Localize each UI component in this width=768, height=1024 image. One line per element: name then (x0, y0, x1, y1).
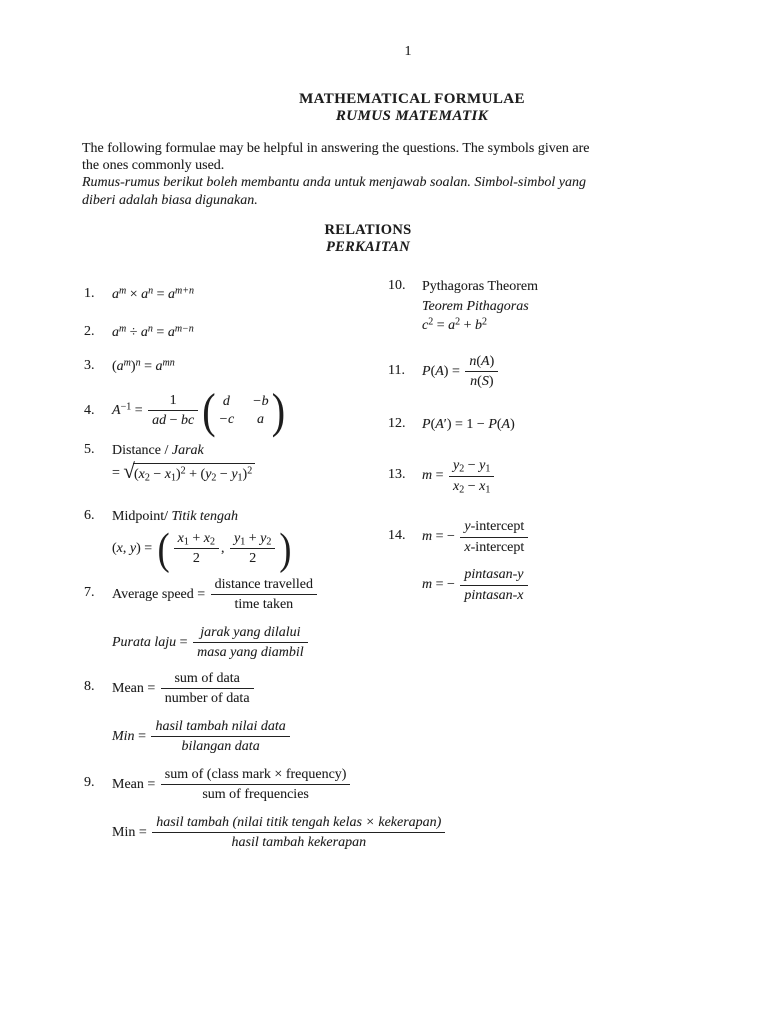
section-title-malay: PERKAITAN (325, 238, 411, 255)
item-number: 13. (388, 467, 406, 482)
math-fraction (230, 530, 275, 568)
section-title-english: RELATIONS (324, 222, 412, 238)
item-number: 3. (84, 358, 95, 373)
math-fraction (460, 518, 528, 556)
item-number: 2. (84, 323, 95, 339)
math-variable: a (168, 287, 176, 302)
math-fraction (460, 566, 527, 604)
fraction-denominator (161, 785, 351, 804)
formula-body (422, 457, 748, 495)
formula-line (112, 624, 704, 662)
math-text: = (176, 634, 192, 650)
math-variable: a (448, 318, 456, 333)
math-variable: y (205, 467, 212, 482)
math-text: × (126, 287, 142, 302)
math-text: ÷ (126, 324, 141, 340)
math-superscript: 2 (247, 465, 253, 477)
math-variable: hasil tambah (nilai titik tengah kelas × kekerapan) (156, 814, 442, 830)
math-text: ) (242, 467, 248, 482)
matrix-grid (217, 393, 271, 429)
math-variable: x (138, 467, 145, 482)
formula-body (112, 670, 704, 756)
fraction-numerator (174, 530, 219, 550)
fraction-denominator (152, 833, 445, 852)
intro-paragraph (82, 140, 662, 209)
math-text: Average speed = (112, 586, 209, 602)
math-text: = (134, 728, 150, 744)
math-text: = (140, 359, 156, 374)
math-subscript: 1 (485, 463, 491, 475)
fraction-denominator (174, 549, 219, 568)
math-variable: y (129, 540, 137, 556)
formula-item-9 (84, 766, 704, 852)
math-variable: x (164, 467, 171, 482)
math-superscript: m−n (174, 323, 194, 334)
fraction-numerator (230, 530, 275, 550)
page-number: 1 (404, 44, 412, 59)
math-superscript: m (119, 323, 127, 334)
math-text: = (152, 324, 168, 340)
intro-line-malay-2: diberi adalah biasa digunakan. (82, 192, 258, 208)
math-variable: hasil tambah kekerapan (231, 835, 367, 850)
math-variable: a (167, 324, 175, 340)
formula-item-8 (84, 670, 704, 756)
math-square-root (123, 459, 255, 484)
math-text: Distance / (112, 442, 172, 458)
math-variable: n (470, 374, 478, 389)
math-text: Mean = (112, 776, 159, 792)
math-text: ) = (443, 363, 464, 379)
math-fraction (211, 576, 317, 614)
formula-body (422, 353, 748, 391)
math-text: ( (133, 467, 139, 482)
math-text: ) = (136, 540, 156, 556)
formula-line (112, 670, 704, 708)
intro-line-english-1: The following formulae may be helpful in answering the questions. The symbols given are (82, 141, 590, 156)
math-variable: m (422, 529, 433, 545)
math-subscript: 1 (240, 536, 246, 547)
math-fraction (152, 814, 445, 852)
math-superscript: m (119, 285, 127, 297)
math-variable: pintasan-x (464, 587, 524, 603)
fraction-denominator (148, 411, 198, 430)
fraction-numerator (151, 718, 289, 738)
math-variable: masa yang diambil (197, 645, 304, 660)
formula-line (112, 814, 704, 852)
fraction-numerator (460, 566, 527, 586)
math-text: time taken (234, 597, 294, 612)
item-number: 5. (84, 441, 95, 457)
math-variable: A (435, 363, 444, 379)
math-text: ) (510, 416, 515, 432)
math-text: − (464, 478, 480, 494)
item-number: 8. (84, 678, 95, 694)
title-english: MATHEMATICAL FORMULAE (299, 91, 525, 107)
math-variable: Titik tengah (171, 509, 239, 524)
math-fraction (449, 457, 494, 495)
math-variable: ad (152, 413, 167, 428)
math-variable: S (481, 374, 489, 389)
matrix-cell: d (222, 393, 230, 409)
math-text: ) (488, 374, 494, 389)
math-text: ) (130, 359, 136, 374)
formula-item-12 (388, 416, 748, 434)
math-variable: n (469, 353, 477, 369)
math-fraction (161, 670, 254, 708)
math-variable: c (422, 318, 429, 333)
math-variable: P (488, 416, 497, 432)
fraction-denominator (211, 595, 317, 614)
fraction-denominator (161, 689, 254, 708)
math-fraction (174, 530, 219, 568)
math-superscript: m+n (175, 285, 195, 297)
math-text: 2 (192, 551, 200, 566)
formula-line (112, 766, 704, 804)
math-subscript: 2 (266, 536, 272, 547)
math-text: = (112, 465, 124, 481)
math-text: , (221, 540, 229, 556)
math-variable: m (422, 468, 433, 484)
right-parenthesis: ) (279, 524, 292, 573)
math-text: = (131, 402, 147, 418)
fraction-numerator (148, 392, 198, 412)
math-text: number of data (164, 691, 250, 706)
fraction-numerator (449, 457, 494, 477)
math-text: = (433, 318, 449, 333)
math-text: ( (112, 359, 117, 374)
math-subscript: 1 (170, 472, 176, 484)
math-variable: y (479, 458, 486, 473)
math-fraction (161, 766, 351, 804)
math-text: Pythagoras Theorem (422, 279, 538, 294)
math-fraction (465, 353, 498, 391)
math-variable: a (116, 359, 124, 374)
math-text: = (432, 468, 448, 484)
math-fraction (193, 624, 308, 662)
math-variable: y (453, 458, 460, 473)
math-variable: A (501, 416, 511, 432)
item-number: 4. (84, 402, 95, 418)
math-variable: A (481, 353, 490, 369)
formula-line (422, 298, 748, 316)
item-number: 7. (84, 584, 95, 600)
math-superscript: n (135, 357, 141, 369)
intro-line-malay-1: Rumus-rumus berikut boleh membantu anda untuk menjawab soalan. Simbol-simbol yang (82, 175, 586, 191)
fraction-numerator (161, 670, 254, 690)
formula-line (422, 566, 748, 604)
math-text: -intercept (470, 539, 525, 555)
math-variable: a (112, 287, 119, 302)
formula-item-10 (388, 278, 748, 335)
math-variable: y (234, 530, 241, 546)
fraction-denominator (151, 737, 289, 756)
formula-line (112, 718, 704, 756)
right-parenthesis: ) (271, 382, 286, 438)
math-text: + (245, 530, 261, 546)
item-number: 12. (388, 415, 406, 431)
math-subscript: 2 (459, 463, 465, 475)
math-variable: Teorem Pithagoras (422, 298, 529, 314)
math-text: sum of frequencies (202, 787, 309, 802)
math-text: ( (476, 353, 482, 369)
math-text: ( (430, 363, 436, 379)
math-text: − (464, 458, 480, 473)
intro-line-english-2: the ones commonly used. (82, 158, 225, 174)
math-text: + ( (185, 467, 206, 482)
left-parenthesis: ( (157, 524, 170, 573)
math-text: ( (430, 416, 436, 432)
item-number: 10. (388, 278, 406, 293)
formula-item-11 (388, 353, 748, 391)
math-text: + (188, 530, 204, 546)
math-text: = − (432, 529, 459, 545)
math-text: ) (175, 467, 181, 482)
math-variable: P (422, 416, 431, 432)
left-parenthesis: ( (202, 382, 216, 438)
formula-body (422, 416, 748, 434)
fraction-numerator (460, 518, 528, 538)
item-number: 6. (84, 508, 95, 523)
math-variable: a (155, 359, 163, 374)
formula-line (422, 278, 748, 296)
formula-body (112, 766, 704, 852)
math-parenthesized-group (157, 524, 293, 573)
math-variable: b (475, 318, 483, 333)
fraction-denominator (460, 538, 528, 557)
math-variable: x (453, 478, 460, 494)
math-text: − (166, 413, 182, 428)
math-superscript: −1 (120, 401, 132, 413)
math-subscript: 2 (211, 472, 217, 484)
math-text: − (216, 467, 232, 482)
math-variable: jarak yang dilalui (200, 624, 301, 640)
math-text: 2 (249, 551, 257, 566)
math-subscript: 2 (459, 484, 465, 495)
math-text: ( (477, 374, 482, 389)
math-text: -intercept (470, 519, 525, 534)
fraction-denominator (193, 643, 308, 662)
math-superscript: mn (162, 357, 175, 369)
math-text: , (122, 540, 130, 556)
math-variable: y (464, 519, 471, 534)
math-variable: y (231, 467, 238, 482)
math-variable: x (464, 539, 471, 555)
item-number: 1. (84, 286, 95, 301)
math-superscript: 2 (428, 316, 434, 328)
math-variable: Min (112, 728, 135, 744)
math-superscript: n (148, 285, 154, 297)
math-variable: Purata laju (112, 634, 177, 650)
title-malay: RUMUS MATEMATIK (335, 108, 489, 124)
math-variable: bilangan data (181, 739, 260, 754)
math-superscript: m (123, 357, 131, 369)
math-text: ) (489, 353, 495, 369)
math-variable: a (112, 324, 119, 340)
matrix-cell: −b (252, 393, 269, 409)
math-subscript: 1 (485, 484, 491, 495)
formula-column-right (388, 278, 748, 604)
math-variable: m (422, 577, 433, 593)
math-fraction (151, 718, 289, 756)
matrix-cell: −c (218, 412, 235, 427)
formula-line (422, 416, 748, 434)
fraction-numerator (152, 814, 445, 834)
formula-body (422, 518, 748, 604)
math-variable: x (203, 530, 211, 546)
math-variable: y (260, 530, 267, 546)
math-text: Mean = (112, 680, 159, 696)
math-variable: pintasan-y (464, 567, 524, 582)
fraction-denominator (449, 477, 494, 496)
formula-body (422, 278, 748, 335)
fraction-numerator (161, 766, 351, 786)
formula-line (422, 518, 748, 556)
math-variable: A (112, 402, 121, 418)
math-superscript: 2 (455, 316, 461, 328)
math-text: ( (112, 540, 117, 556)
math-text: − (149, 467, 165, 482)
math-subscript: 1 (237, 472, 243, 484)
formula-line (422, 457, 748, 495)
matrix-cell: a (256, 412, 264, 427)
fraction-denominator (230, 549, 275, 568)
fraction-denominator (465, 372, 498, 391)
math-text: = − (432, 577, 459, 593)
math-variable: A (435, 416, 444, 432)
math-fraction (148, 392, 198, 430)
math-text: sum of data (174, 670, 240, 686)
fraction-numerator (193, 624, 308, 644)
math-variable: P (422, 363, 431, 379)
document-title (56, 91, 768, 125)
fraction-numerator (211, 576, 317, 596)
math-variable: Jarak (171, 442, 204, 458)
item-number: 14. (388, 528, 406, 543)
math-superscript: 2 (482, 316, 488, 328)
math-subscript: 1 (183, 536, 189, 547)
math-subscript: 2 (144, 472, 150, 484)
math-text: ( (496, 416, 502, 432)
math-text: ′) = 1 − (443, 416, 489, 432)
math-text: = (153, 287, 169, 302)
math-variable: hasil tambah nilai data (155, 718, 286, 734)
formula-item-13 (388, 457, 748, 495)
formula-line (422, 353, 748, 391)
math-variable: a (140, 324, 148, 340)
math-text: Min = (112, 824, 151, 840)
math-text: sum of (class mark × frequency) (164, 766, 347, 782)
math-subscript: 2 (210, 536, 216, 547)
math-variable: x (479, 478, 486, 494)
math-superscript: n (147, 323, 153, 334)
math-text: + (460, 318, 476, 333)
radicand (133, 463, 255, 484)
formula-line (422, 317, 748, 335)
item-number: 9. (84, 774, 95, 790)
formula-item-14 (388, 518, 748, 604)
paren-body (171, 530, 279, 568)
math-variable: x (177, 530, 184, 546)
fraction-numerator (465, 353, 498, 373)
math-matrix (201, 382, 286, 438)
math-text: Midpoint/ (112, 509, 172, 524)
fraction-denominator (460, 586, 527, 605)
item-number: 11. (388, 362, 405, 378)
math-variable: a (141, 287, 149, 302)
math-text: distance travelled (214, 576, 313, 592)
math-variable: bc (181, 413, 195, 428)
math-superscript: 2 (180, 465, 186, 477)
radical-sign: √ (123, 459, 135, 483)
math-text: 1 (169, 392, 177, 408)
math-variable: x (116, 540, 123, 556)
section-heading (0, 222, 736, 255)
